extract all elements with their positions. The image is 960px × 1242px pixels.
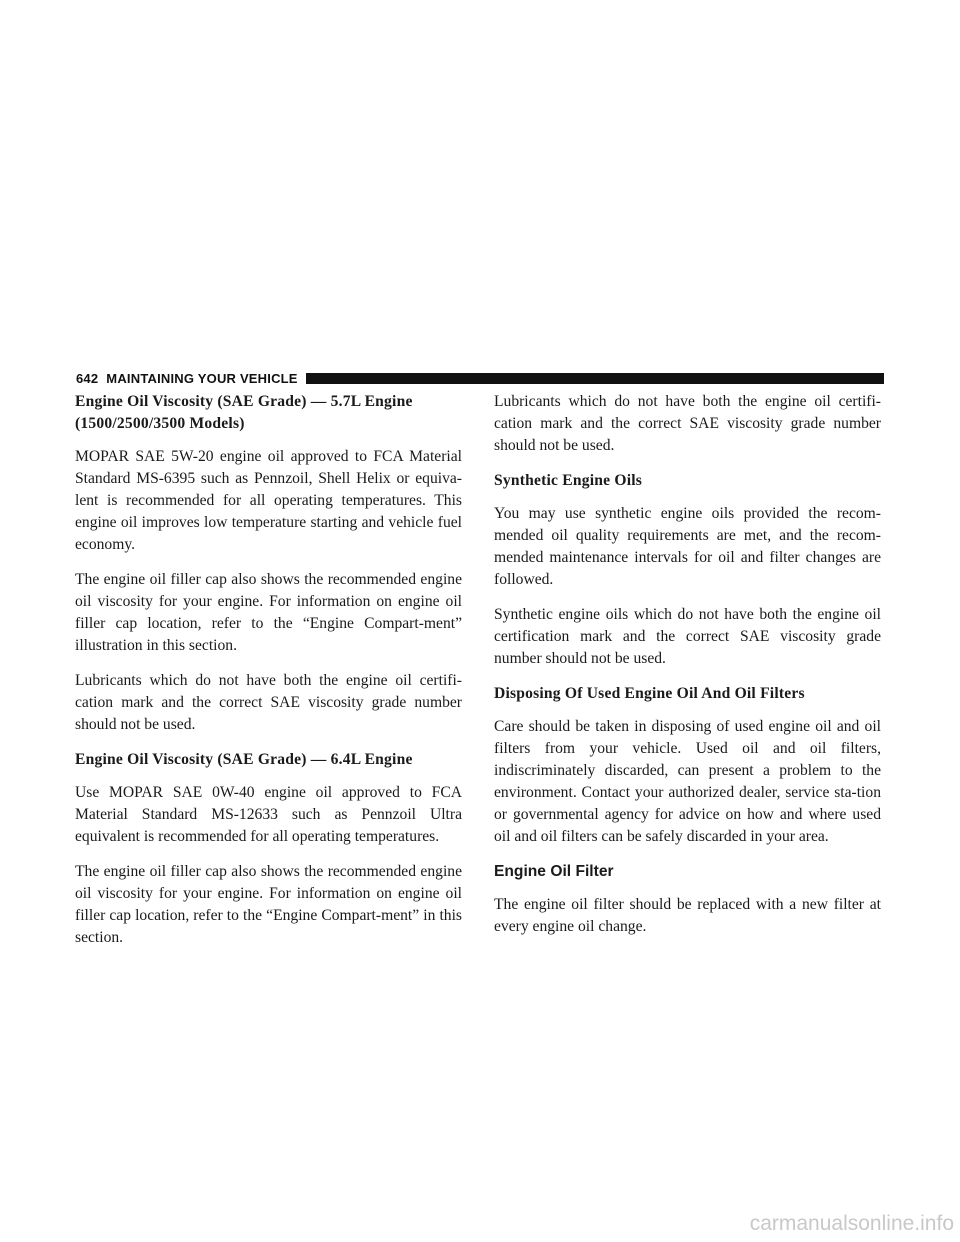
paragraph: Use MOPAR SAE 0W-40 engine oil approved to FCA Material Standard MS-12633 such as Pennzoil Ultra equivalent is recommended for all operating temperatures. — [75, 784, 462, 845]
right-column — [494, 391, 881, 951]
paragraph: MOPAR SAE 5W-20 engine oil approved to FCA Material Standard MS-6395 such as Pennzoil, Shell Helix or equiva-lent is recommended for all operating temperatures. This engine oil improves low temperature starting and vehicle fuel economy. — [75, 448, 462, 553]
header-rule — [306, 373, 884, 384]
paragraph: Synthetic engine oils which do not have both the engine oil certification mark and the correct SAE viscosity grade number should not be used. — [494, 606, 881, 667]
heading-oil-viscosity-5-7l: Engine Oil Viscosity (SAE Grade) — 5.7L Engine (1500/2500/3500 Models) — [75, 393, 413, 432]
heading-engine-oil-filter: Engine Oil Filter — [494, 863, 614, 880]
paragraph: Lubricants which do not have both the engine oil certifi-cation mark and the correct SAE viscosity grade number should not be used. — [75, 672, 462, 733]
page-header — [76, 368, 884, 388]
heading-oil-viscosity-6-4l: Engine Oil Viscosity (SAE Grade) — 6.4L Engine — [75, 751, 413, 768]
paragraph: The engine oil filler cap also shows the recommended engine oil viscosity for your engine. For information on engine oil filler cap location, refer to the “Engine Compart-ment” illustration in this section. — [75, 571, 462, 654]
paragraph: The engine oil filter should be replaced with a new filter at every engine oil change. — [494, 896, 881, 935]
paragraph: Care should be taken in disposing of used engine oil and oil filters from your vehicle. Used oil and oil filters, indiscriminately discarded, can present a problem to the environment. Contact your authorized dealer, service sta-tion or governmental agency for advice on how and where used oil and oil filters can be safely discarded in your area. — [494, 718, 881, 845]
paragraph: You may use synthetic engine oils provided the recom-mended oil quality requirements are met, and the recom-mended maintenance intervals for oil and filter changes are followed. — [494, 505, 881, 588]
paragraph: The engine oil filler cap also shows the recommended engine oil viscosity for your engine. For information on engine oil filler cap location, refer to the “Engine Compart-ment” in this section. — [75, 863, 462, 946]
section-title: MAINTAINING YOUR VEHICLE — [106, 370, 298, 386]
heading-disposing-used-oil: Disposing Of Used Engine Oil And Oil Filters — [494, 685, 805, 702]
heading-synthetic-engine-oils: Synthetic Engine Oils — [494, 472, 643, 489]
paragraph: Lubricants which do not have both the engine oil certifi-cation mark and the correct SAE viscosity grade number should not be used. — [494, 393, 881, 454]
page-number: 642 — [76, 370, 99, 386]
watermark: carmanualsonline.info — [749, 1212, 954, 1235]
left-column — [75, 391, 462, 962]
